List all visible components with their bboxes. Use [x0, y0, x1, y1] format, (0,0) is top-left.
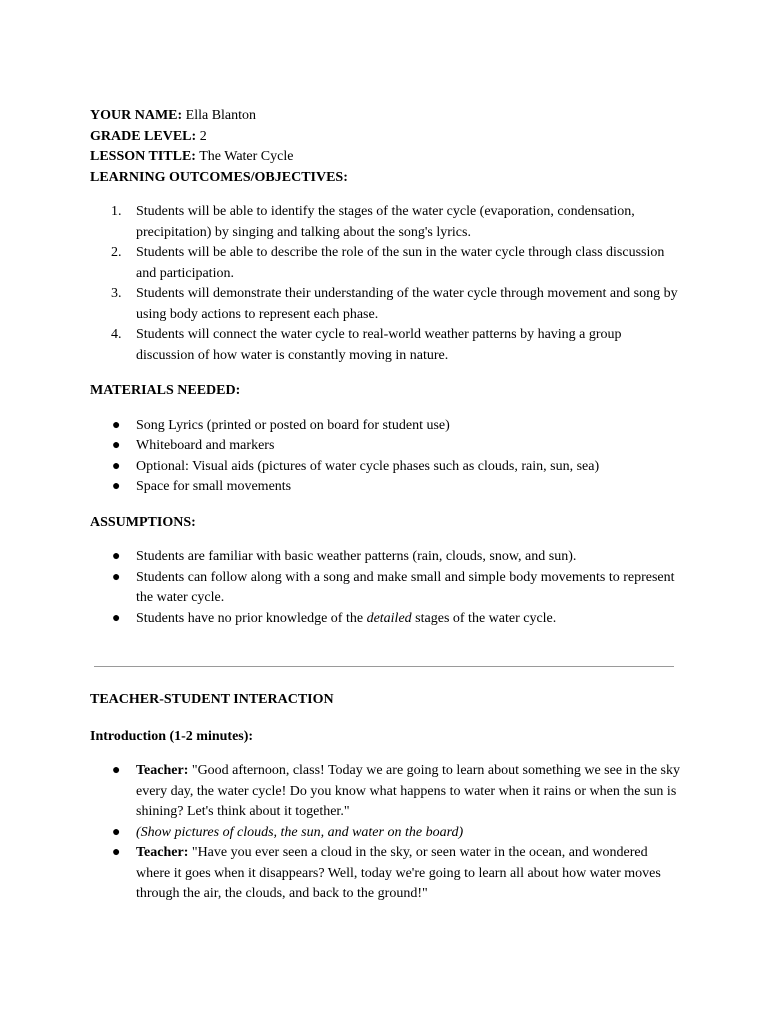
objectives-list	[90, 202, 680, 366]
horizontal-rule	[94, 666, 674, 667]
bullet-icon: ●	[112, 479, 121, 494]
bullet-icon: ●	[112, 458, 121, 474]
objective-item: 3. Students will demonstrate their understanding of the water cycle through movement and song by using body actions to represent each phase.	[111, 286, 678, 322]
assumptions-heading: ASSUMPTIONS:	[90, 514, 196, 530]
name-line	[90, 106, 680, 127]
material-item: ● Whiteboard and markers	[90, 436, 680, 457]
materials-heading: MATERIALS NEEDED:	[90, 383, 241, 398]
material-item: ● Optional: Visual aids (pictures of water cycle phases such as clouds, rain, sun, sea)	[90, 457, 680, 478]
bullet-icon: ●	[112, 763, 121, 778]
bullet-icon: ●	[112, 438, 121, 453]
assumptions-list	[90, 547, 680, 629]
assumption-item: ● Students have no prior knowledge of the detailed stages of the water cycle.	[90, 609, 680, 630]
grade-value: 2	[196, 128, 207, 144]
grade-label: GRADE LEVEL:	[90, 128, 197, 144]
name-value: Ella Blanton	[182, 108, 257, 123]
objective-item: 4. Students will connect the water cycle to real-world weather patterns by having a group discussion of how water is constantly moving in nature.	[111, 327, 622, 363]
stage-direction-item: ● (Show pictures of clouds, the sun, and water on the board)	[90, 823, 680, 844]
objectives-heading: LEARNING OUTCOMES/OBJECTIVES:	[90, 169, 348, 185]
materials-list	[90, 416, 680, 498]
lesson-plan-header	[90, 106, 680, 629]
interaction-heading: TEACHER-STUDENT INTERACTION	[90, 692, 334, 707]
material-item: ● Space for small movements	[90, 477, 680, 498]
bullet-icon: ●	[112, 417, 121, 433]
introduction-list	[90, 761, 680, 905]
name-label: YOUR NAME:	[90, 108, 183, 123]
lesson-title-value: The Water Cycle	[195, 149, 294, 164]
bullet-icon: ●	[112, 610, 121, 626]
bullet-icon: ●	[112, 824, 121, 840]
bullet-icon: ●	[112, 845, 121, 860]
dialogue-item: ● Teacher: "Good afternoon, class! Today we are going to learn about something we see in the sky every day, the water cycle! Do you know what happens to water when it rains or when the sun is shining? Let's think about it together."	[112, 763, 680, 819]
bullet-icon: ●	[112, 569, 121, 585]
assumption-item: ● Students are familiar with basic weather patterns (rain, clouds, snow, and sun).	[90, 547, 680, 568]
introduction-heading: Introduction (1-2 minutes):	[90, 728, 254, 744]
objective-item: 1. Students will be able to identify the stages of the water cycle (evaporation, condensation, precipitation) by singing and talking about the song's lyrics.	[111, 204, 635, 240]
material-item: ● Song Lyrics (printed or posted on board for student use)	[90, 416, 680, 437]
objective-item: 2. Students will be able to describe the role of the sun in the water cycle through class discussion and participation.	[111, 245, 665, 281]
bullet-icon: ●	[112, 549, 121, 564]
interaction-section	[90, 690, 680, 905]
lesson-title-label: LESSON TITLE:	[90, 149, 196, 164]
dialogue-item: ● Teacher: "Have you ever seen a cloud in the sky, or seen water in the ocean, and wondered where it goes when it disappears? Well, today we're going to learn all about how water moves through the air, the clouds, and back to the ground!"	[112, 845, 661, 901]
grade-line	[90, 127, 680, 148]
lesson-title-line	[90, 147, 680, 168]
assumption-item: ● Students can follow along with a song and make small and simple body movements to represent the water cycle.	[112, 569, 675, 605]
